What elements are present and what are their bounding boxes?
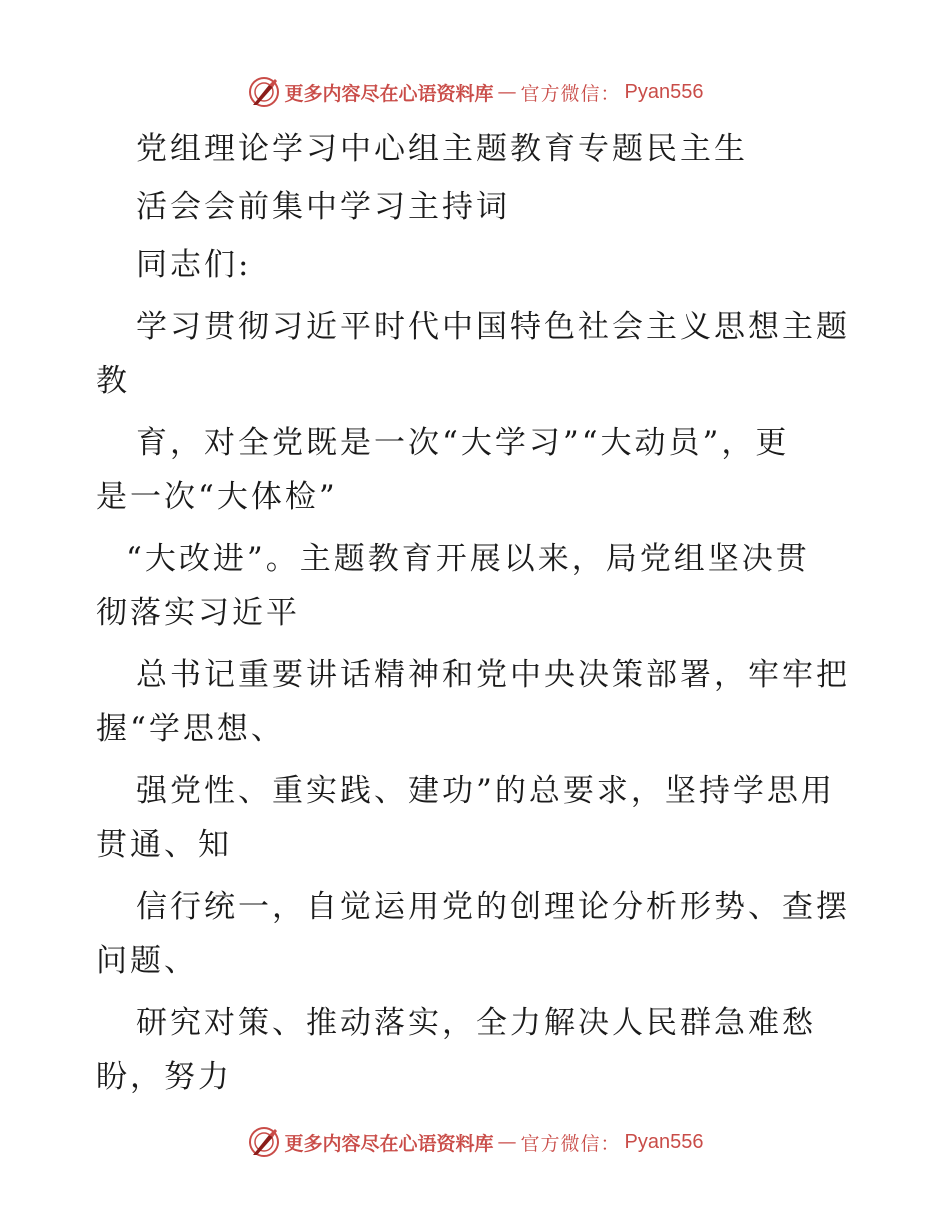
paragraph-line: 盼，努力 [96,1059,232,1095]
paragraph-line: 学习贯彻习近平时代中国特色社会主义思想主题 [136,309,850,345]
banner-content [247,1125,704,1159]
paragraph-line: 教 [96,363,130,399]
paragraph-line: 握“学思想、 [96,711,285,747]
banner-dash: — [497,1131,517,1153]
banner-wechat-id: Pyan556 [624,80,704,103]
footer-banner [0,1122,950,1162]
paragraph-line: 彻落实习近平 [96,595,300,631]
paragraph-line: 是一次“大体检” [96,479,338,515]
paragraph-line: 研究对策、推动落实，全力解决人民群急难愁 [136,1005,816,1041]
paragraph-line: 强党性、重实践、建功”的总要求，坚持学思用 [136,773,835,809]
paragraph-line: 贯通、知 [96,827,232,863]
banner-site-text: 更多内容尽在心语资料库 [284,82,494,105]
banner-wechat-label: 官方微信： [520,1132,621,1155]
document-title-line-2: 活会会前集中学习主持词 [136,189,510,225]
quill-seal-icon [247,75,281,109]
document-title-line-1: 党组理论学习中心组主题教育专题民主生 [136,131,748,167]
header-banner [0,72,950,112]
banner-wechat-id: Pyan556 [624,1130,704,1153]
paragraph-line: 总书记重要讲话精神和党中央决策部署，牢牢把 [136,657,850,693]
paragraph-line: “大改进”。主题教育开展以来，局党组坚决贯 [126,541,810,577]
banner-content [247,75,704,109]
banner-site-text: 更多内容尽在心语资料库 [284,1132,494,1155]
quill-seal-icon [247,1125,281,1159]
paragraph-line: 问题、 [96,943,198,979]
banner-dash: — [497,81,517,103]
banner-wechat-label: 官方微信： [520,82,621,105]
document-body [96,120,856,1104]
salutation: 同志们: [136,247,252,283]
paragraph-line: 育，对全党既是一次“大学习”“大动员”，更 [136,425,790,461]
paragraph-line: 信行统一，自觉运用党的创理论分析形势、查摆 [136,889,850,925]
